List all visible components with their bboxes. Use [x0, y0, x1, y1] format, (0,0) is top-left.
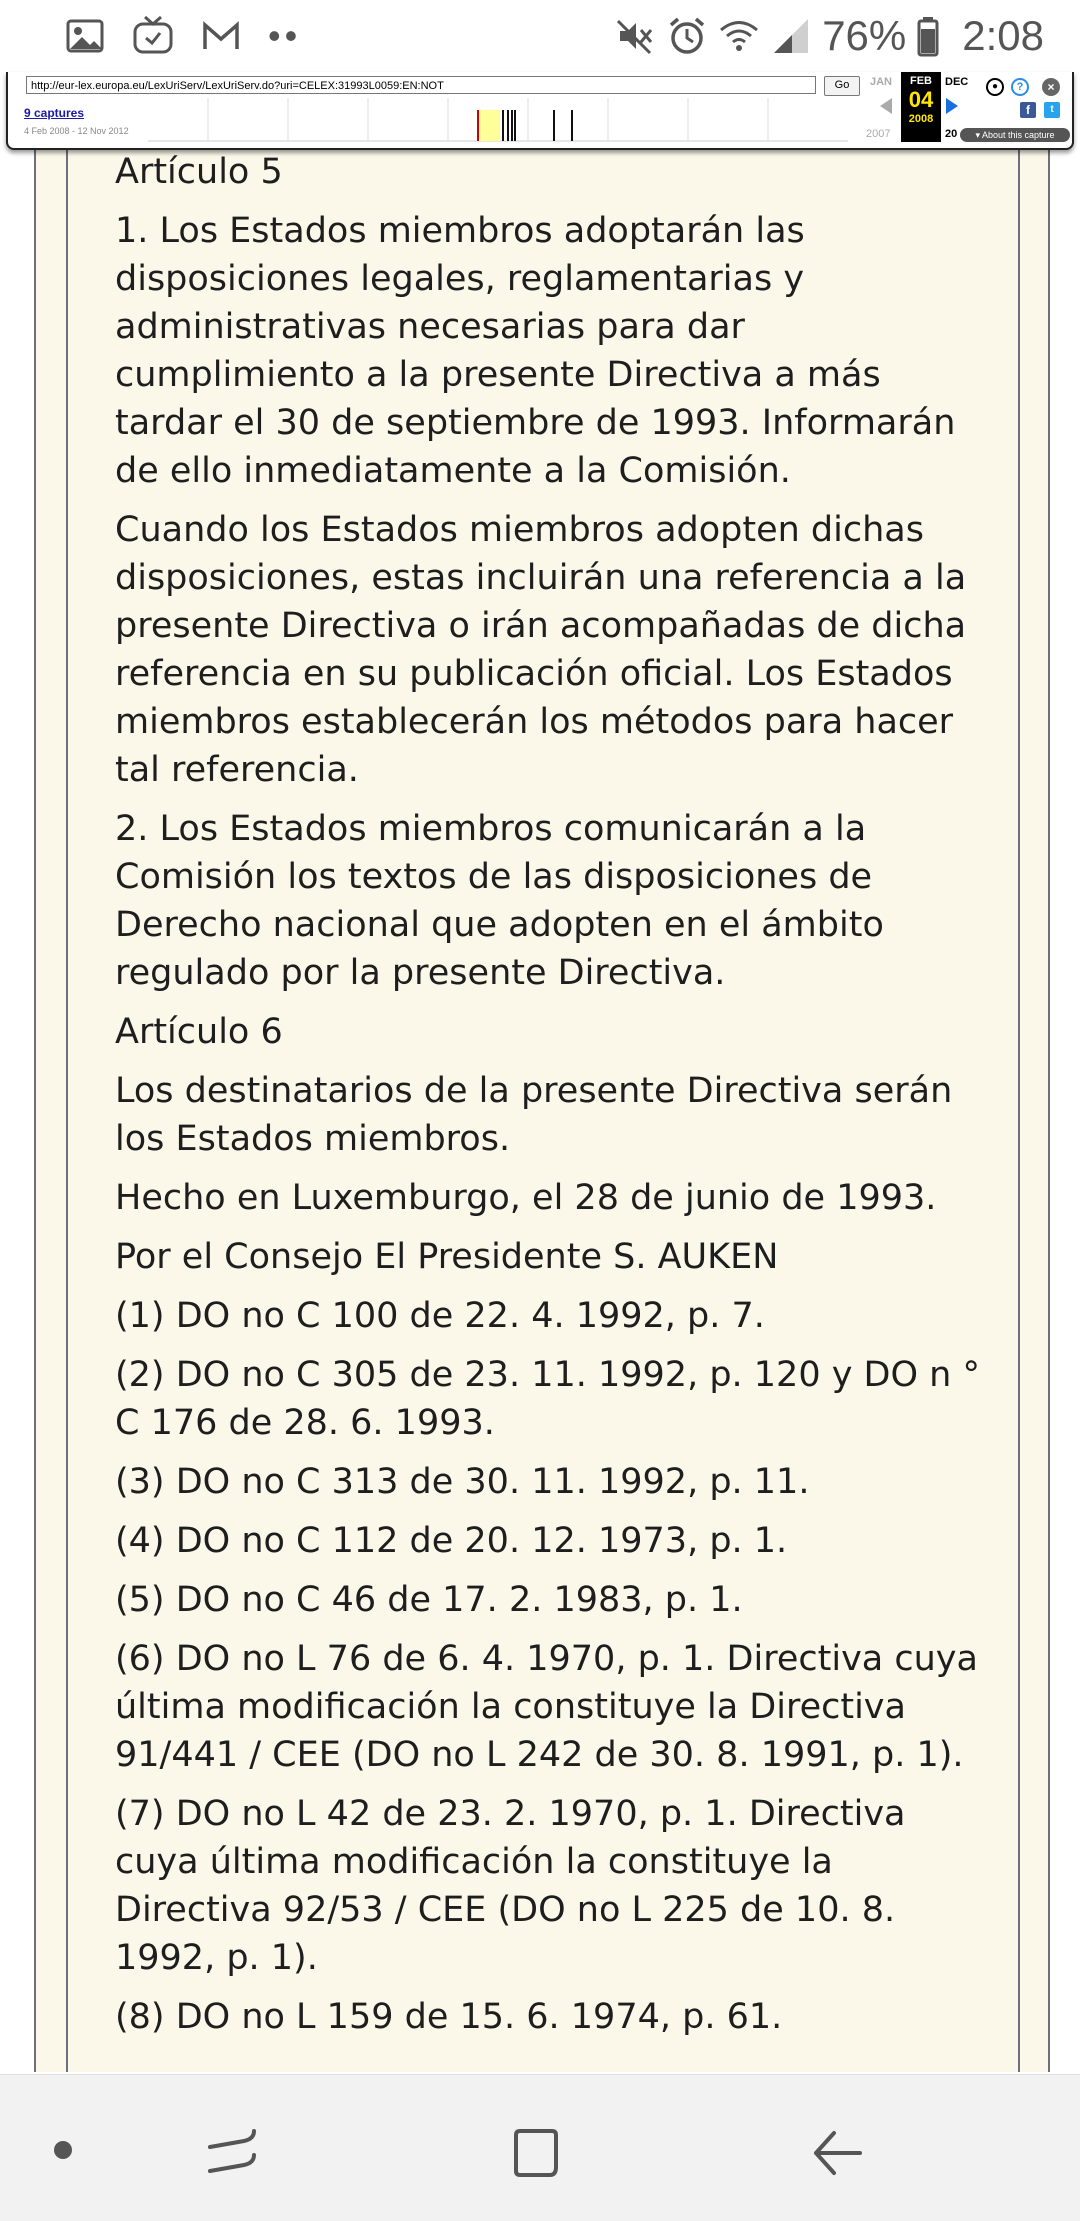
paragraph: Los destinatarios de la presente Directiva serán los Estados miembros. [115, 1071, 953, 1159]
wayback-toolbar [6, 72, 1074, 150]
wayback-captures-link[interactable]: 9 captures [24, 106, 85, 120]
alarm-icon [666, 15, 708, 57]
twitter-icon[interactable]: t [1044, 102, 1060, 118]
mute-icon [614, 15, 656, 57]
chevron-down-icon: ▾ [975, 130, 982, 140]
footnote: (4) DO no C 112 de 20. 12. 1973, p. 1. [115, 1521, 788, 1561]
wayback-prev-year[interactable]: 2007 [866, 128, 891, 140]
battery-icon [916, 15, 940, 57]
paragraph: Hecho en Luxemburgo, el 28 de junio de 1993. [115, 1178, 937, 1218]
gmail-icon [200, 15, 242, 57]
user-icon[interactable]: ● [986, 78, 1004, 96]
wayback-next-month[interactable]: DEC [945, 76, 969, 88]
wayback-current-year: 2008 [908, 113, 934, 125]
signal-icon [770, 15, 812, 57]
footnote: (8) DO no L 159 de 15. 6. 1974, p. 61. [115, 1997, 783, 2037]
wayback-url-input[interactable]: http://eur-lex.europa.eu/LexUriServ/LexUriServ.do?uri=CELEX:31993L0059:EN:NOT [26, 76, 816, 94]
close-icon[interactable]: × [1042, 78, 1060, 96]
document-content [115, 148, 995, 2052]
article-heading: Artículo 6 [115, 1012, 283, 1052]
wayback-current-day: 04 [908, 87, 934, 112]
footnote: (7) DO no L 42 de 23. 2. 1970, p. 1. Directiva cuya última modificación la constituye la Directiva 92/53 / CEE (DO no L 225 de 10. 8. 1992, p. 1). [115, 1794, 906, 1978]
footnote: (1) DO no C 100 de 22. 4. 1992, p. 7. [115, 1296, 765, 1336]
paragraph: 1. Los Estados miembros adoptarán las disposiciones legales, reglamentarias y administrativas necesarias para dar cumplimiento a la presente Directiva a más tardar el 30 de septiembre de 1993. Informarán de ello inmediatamente a la Comisión. [115, 211, 956, 491]
wayback-prev-icon[interactable] [880, 98, 892, 114]
signature-line: Por el Consejo El Presidente S. AUKEN [115, 1237, 779, 1277]
footnote: (6) DO no L 76 de 6. 4. 1970, p. 1. Directiva cuya última modificación la constituye la Directiva 91/441 / CEE (DO no L 242 de 30. 8. 1991, p. 1). [115, 1639, 978, 1775]
wayback-prev-month[interactable]: JAN [870, 76, 893, 88]
gallery-icon [64, 15, 106, 57]
wayback-about-capture-button[interactable] [960, 128, 1070, 142]
wayback-current-date [901, 72, 941, 142]
wayback-next-year[interactable]: 20 [945, 128, 958, 140]
wayback-about-label: About this capture [981, 130, 1055, 140]
footnote: (5) DO no C 46 de 17. 2. 1983, p. 1. [115, 1580, 743, 1620]
wayback-date-range: 4 Feb 2008 - 12 Nov 2012 [24, 126, 129, 136]
wayback-next-icon[interactable] [946, 98, 958, 114]
battery-percent: 76% [822, 12, 907, 59]
tv-app-icon [132, 15, 174, 57]
wayback-current-month: FEB [910, 75, 932, 87]
dot-icon[interactable] [54, 2141, 72, 2159]
paragraph: 2. Los Estados miembros comunicarán a la Comisión los textos de las disposiciones de Derecho nacional que adopten en el ámbito regulado por la presente Directiva. [115, 809, 884, 993]
paragraph: Cuando los Estados miembros adopten dichas disposiciones, estas incluirán una referencia a la presente Directiva o irán acompañadas de dicha referencia en su publicación oficial. Los Estados miembros establecerán los métodos para hacer tal referencia. [115, 510, 967, 790]
back-icon[interactable] [810, 2125, 866, 2181]
footnote: (2) DO no C 305 de 23. 11. 1992, p. 120 y DO n ° C 176 de 28. 6. 1993. [115, 1355, 980, 1443]
article-heading: Artículo 5 [115, 152, 283, 192]
home-icon[interactable] [508, 2125, 564, 2181]
status-bar [0, 0, 1080, 72]
clock: 2:08 [962, 12, 1044, 59]
document-viewport[interactable] [0, 148, 1080, 2074]
navigation-bar [0, 2074, 1080, 2221]
recent-apps-icon[interactable] [204, 2125, 260, 2181]
footnote: (3) DO no C 313 de 30. 11. 1992, p. 11. [115, 1462, 810, 1502]
wayback-go-button[interactable]: Go [824, 76, 860, 96]
facebook-icon[interactable]: f [1020, 102, 1036, 118]
help-icon[interactable]: ? [1011, 78, 1029, 96]
more-notifications-icon: •• [268, 15, 302, 56]
wayback-sparkline[interactable] [148, 98, 848, 142]
wifi-icon [718, 15, 760, 57]
